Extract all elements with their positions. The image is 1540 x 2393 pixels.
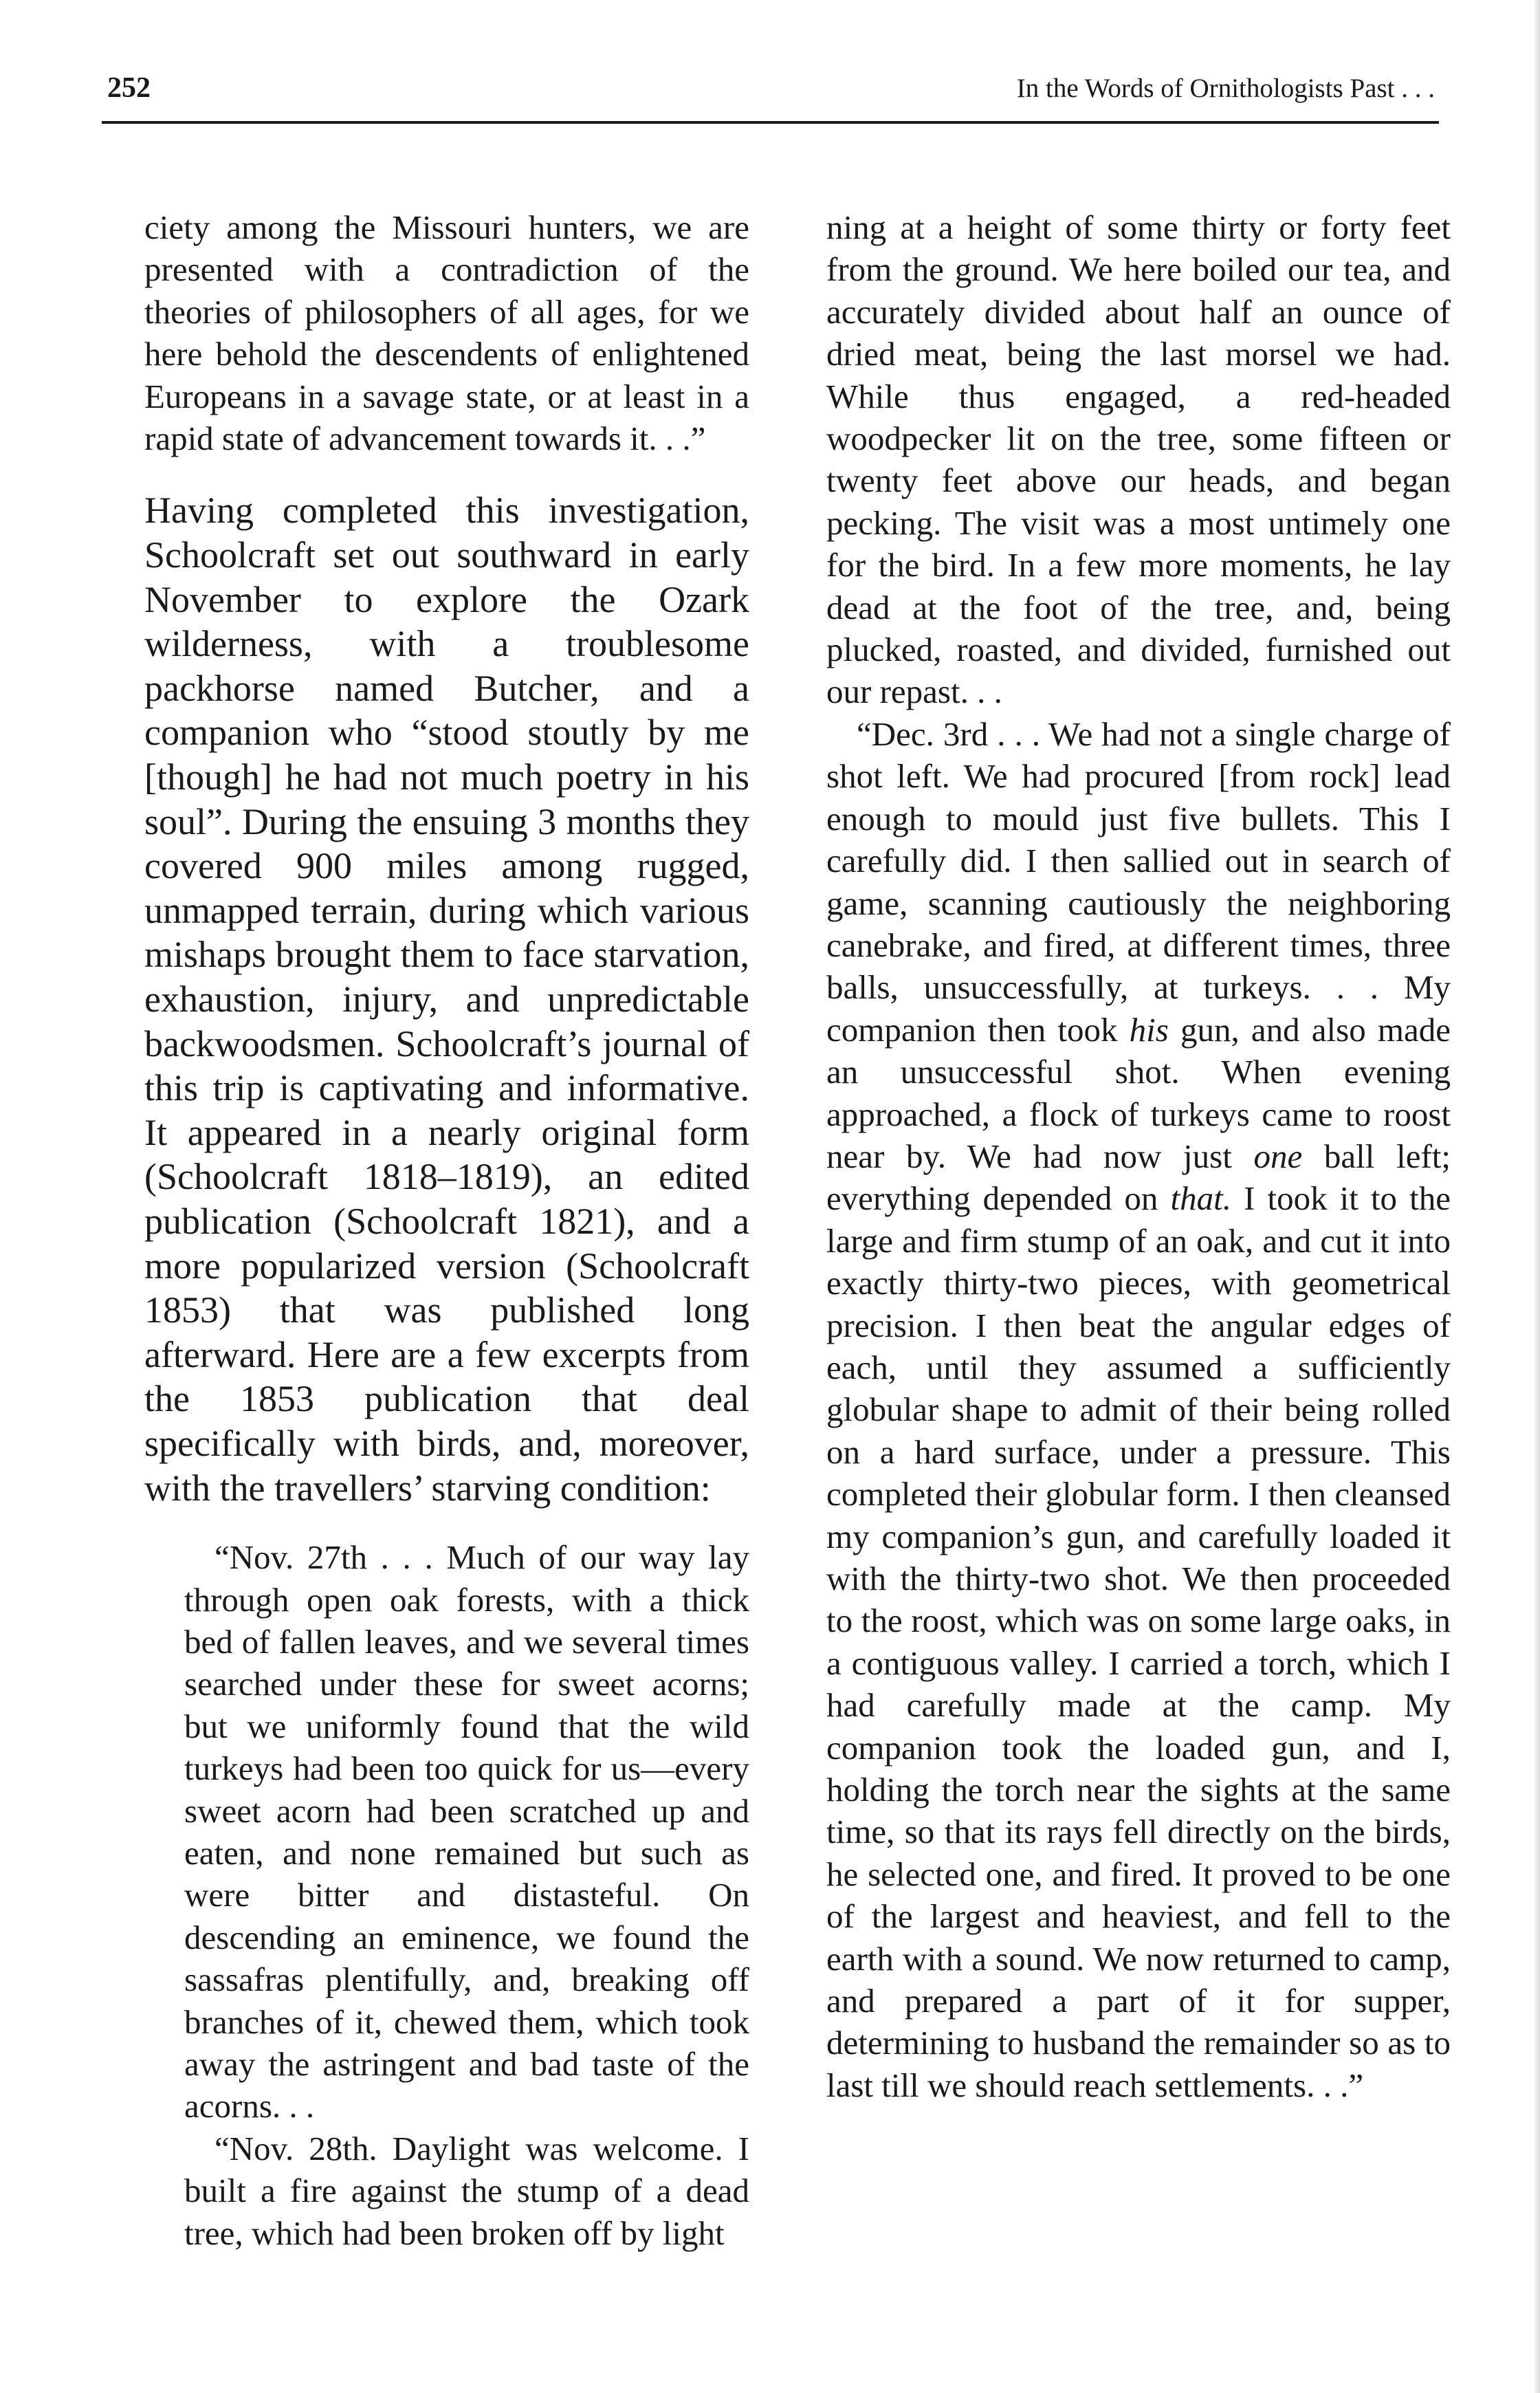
emphasis-one: one: [1253, 1137, 1303, 1175]
text-run: I took it to the large and firm stump of an oak, and cut it into exactly thirty-two pieces, with geometrical precision. I then beat the angular edges of each, until they assumed a sufficiently globular shape to admit of their being rolled on a hard surface, under a pressure. This completed their globular form. I then cleansed my companion’s gun, and carefully loaded it with the thirty-two shot. We then proceeded to the roost, which was on some large oaks, in a contiguous valley. I carried a torch, which I had carefully made at the camp. My companion took the loaded gun, and I, holding the torch near the sights at the same time, so that its rays fell directly on the birds, he selected one, and fired. It proved to be one of the largest and heaviest, and fell to the earth with a sound. We now returned to camp, and prepared a part of it for supper, determining to husband the remainder so as to last till we should reach settlements. . .”: [826, 1179, 1451, 2104]
journal-excerpt-dec-3: [826, 713, 1451, 2106]
left-column: [144, 206, 749, 2254]
emphasis-that: that.: [1170, 1179, 1231, 1218]
emphasis-his: his: [1129, 1010, 1169, 1049]
journal-excerpt-nov-28-continued: ning at a height of some thirty or forty feet from the ground. We here boiled our tea, and accurately divided about half an ounce of dried meat, being the last morsel we had. While thus engaged, a red-headed woodpecker lit on the tree, some fifteen or twenty feet above our heads, and began pecking. The visit was a most untimely one for the bird. In a few more moments, he lay dead at the foot of the tree, and, being plucked, roasted, and divided, furnished out our repast. . .: [826, 208, 1451, 711]
journal-excerpt-nov-27: “Nov. 27th . . . Much of our way lay through open oak forests, with a thick bed of fallen leaves, and we several times searched under these for sweet acorns; but we uniformly found that the wild turkeys had been too quick for us—every sweet acorn had been scratched up and eaten, and none remained but such as were bitter and distasteful. On descending an eminence, we found the sassafras plentifully, and, breaking off branches of it, chewed them, which took away the astringent and bad taste of the acorns. . .: [184, 1538, 749, 2126]
paragraph-narrative: Having completed this investigation, Schoolcraft set out southward in early November to explore the Ozark wilderness, with a troublesome packhorse named Butcher, and a companion who “stood stoutly by me [though] he had not much poetry in his soul”. During the ensuing 3 months they covered 900 miles among rugged, unmapped terrain, during which various mishaps brought them to face starvation, exhaustion, injury, and unpredictable backwoodsmen. Schoolcraft’s journal of this trip is captivating and informative. It appeared in a nearly original form (Schoolcraft 1818–1819), an edited publication (Schoolcraft 1821), and a more popularized version (Schoolcraft 1853) that was published long afterward. Here are a few excerpts from the 1853 publication that deal specifically with birds, and, moreover, with the travellers’ starving condition:: [144, 490, 749, 1509]
page-number: 252: [107, 72, 151, 104]
paragraph-quote-end: ciety among the Missouri hunters, we are presented with a contradiction of the theories of philosophers of all ages, for we here behold the descendents of enlightened Europeans in a savage state, or at least in a rapid state of advancement towards it. . .”: [144, 208, 749, 458]
running-title: In the Words of Ornithologists Past . . .: [1016, 74, 1435, 103]
page-header: [102, 66, 1439, 124]
right-column: [826, 206, 1451, 2106]
scan-edge-shadow: [1533, 0, 1540, 2393]
text-run: “Dec. 3rd . . . We had not a single charge of shot left. We had procured [from rock] lead enough to mould just five bullets. This I carefully did. I then sallied out in search of game, scanning cautiously the neighboring canebrake, and fired, at different times, three balls, unsuccessfully, at turkeys. . . My companion then took: [826, 714, 1451, 1049]
text-run: ball left; everything depended on: [826, 1137, 1451, 1218]
text-run: gun, and also made an unsuccessful shot. When evening approached, a flock of turkeys came to roost near by. We had now just: [826, 1010, 1451, 1175]
journal-excerpt-nov-28: “Nov. 28th. Daylight was welcome. I built a fire against the stump of a dead tree, which had been broken off by light: [184, 2129, 749, 2252]
